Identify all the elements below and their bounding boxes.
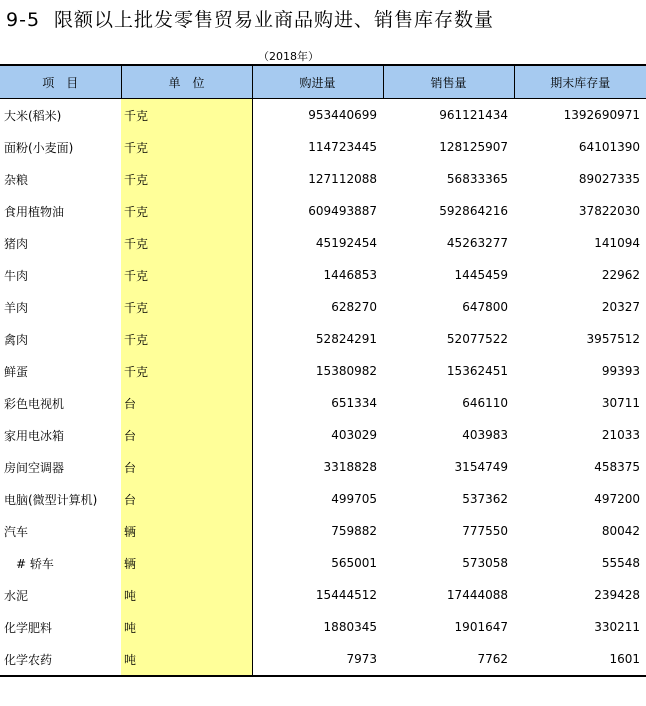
cell-inventory: 1601 bbox=[514, 643, 646, 676]
table-header bbox=[0, 65, 646, 99]
cell-unit: 吨 bbox=[121, 579, 252, 611]
table-title: 限额以上批发零售贸易业商品购进、销售库存数量 bbox=[54, 9, 495, 31]
cell-inventory: 141094 bbox=[594, 236, 640, 250]
cell-unit: 千克 bbox=[121, 131, 252, 163]
cell-item: 猪肉 bbox=[4, 236, 29, 251]
cell-inventory: 497200 bbox=[594, 492, 640, 506]
header-sales: 销售量 bbox=[383, 65, 514, 99]
header-purchase: 购进量 bbox=[252, 65, 383, 99]
cell-purchase: 7973 bbox=[252, 643, 383, 676]
cell-item: 杂粮 bbox=[4, 172, 29, 187]
cell-unit: 千克 bbox=[121, 163, 252, 195]
cell-sales: 45263277 bbox=[446, 236, 508, 250]
cell-purchase: 52824291 bbox=[315, 332, 377, 346]
cell-purchase: 651334 bbox=[331, 396, 377, 410]
cell-sales: 537362 bbox=[462, 492, 508, 506]
cell-inventory: 37822030 bbox=[578, 204, 640, 218]
cell-unit: 台 bbox=[121, 483, 252, 515]
cell-unit: 辆 bbox=[121, 547, 252, 579]
cell-sales: 777550 bbox=[462, 524, 508, 538]
cell-purchase: 114723445 bbox=[308, 140, 377, 154]
cell-unit: 千克 bbox=[121, 355, 252, 387]
cell-sales: 52077522 bbox=[446, 332, 508, 346]
cell-item: 房间空调器 bbox=[4, 460, 65, 475]
table-row bbox=[0, 163, 646, 195]
cell-sales: 647800 bbox=[462, 300, 508, 314]
cell-unit: 千克 bbox=[121, 227, 252, 259]
cell-inventory: 89027335 bbox=[578, 172, 640, 186]
cell-unit: 千克 bbox=[121, 195, 252, 227]
cell-item: 牛肉 bbox=[4, 268, 29, 283]
cell-sales: 3154749 bbox=[454, 460, 508, 474]
cell-sales: 15362451 bbox=[446, 364, 508, 378]
cell-item: 水泥 bbox=[4, 588, 29, 603]
cell-item: # 轿车 bbox=[4, 556, 54, 571]
cell-purchase: 15380982 bbox=[315, 364, 377, 378]
table-row bbox=[0, 387, 646, 419]
cell-sales: 592864216 bbox=[439, 204, 508, 218]
table-row bbox=[0, 131, 646, 163]
cell-inventory: 239428 bbox=[594, 588, 640, 602]
table-row bbox=[0, 611, 646, 643]
cell-item: 家用电冰箱 bbox=[4, 428, 65, 443]
cell-item: 面粉(小麦面) bbox=[4, 140, 74, 155]
cell-inventory: 64101390 bbox=[578, 140, 640, 154]
header-unit: 单 位 bbox=[121, 65, 252, 99]
cell-sales: 573058 bbox=[462, 556, 508, 570]
cell-inventory: 99393 bbox=[601, 364, 640, 378]
table-row bbox=[0, 579, 646, 611]
year-note: （2018年） bbox=[258, 50, 319, 63]
cell-item: 鲜蛋 bbox=[4, 364, 29, 379]
cell-purchase: 565001 bbox=[331, 556, 377, 570]
cell-purchase: 759882 bbox=[331, 524, 377, 538]
cell-item: 电脑(微型计算机) bbox=[4, 492, 98, 507]
table-row bbox=[0, 643, 646, 676]
cell-purchase: 1446853 bbox=[323, 268, 377, 282]
cell-unit: 台 bbox=[121, 387, 252, 419]
table-row bbox=[0, 355, 646, 387]
cell-unit: 吨 bbox=[121, 643, 252, 676]
cell-inventory: 22962 bbox=[601, 268, 640, 282]
cell-item: 食用植物油 bbox=[4, 204, 65, 219]
cell-unit: 千克 bbox=[121, 291, 252, 323]
table-row bbox=[0, 515, 646, 547]
cell-sales: 1901647 bbox=[454, 620, 508, 634]
cell-item: 化学农药 bbox=[0, 643, 121, 676]
cell-unit: 吨 bbox=[121, 611, 252, 643]
page-title bbox=[6, 5, 494, 32]
cell-item: 禽肉 bbox=[4, 332, 29, 347]
header-inventory: 期末库存量 bbox=[514, 65, 646, 99]
table-row bbox=[0, 547, 646, 579]
table-row bbox=[0, 483, 646, 515]
table-row bbox=[0, 451, 646, 483]
cell-sales: 17444088 bbox=[446, 588, 508, 602]
cell-sales: 128125907 bbox=[439, 140, 508, 154]
cell-inventory: 20327 bbox=[601, 300, 640, 314]
cell-item: 彩色电视机 bbox=[4, 396, 65, 411]
cell-item: 大米(稻米) bbox=[4, 108, 62, 123]
cell-purchase: 15444512 bbox=[315, 588, 377, 602]
cell-unit: 台 bbox=[121, 419, 252, 451]
cell-sales: 1445459 bbox=[454, 268, 508, 282]
table-row bbox=[0, 323, 646, 355]
cell-inventory: 1392690971 bbox=[563, 108, 640, 122]
commodity-table bbox=[0, 64, 646, 677]
table-row bbox=[0, 227, 646, 259]
cell-inventory: 80042 bbox=[601, 524, 640, 538]
cell-purchase: 1880345 bbox=[323, 620, 377, 634]
cell-unit: 千克 bbox=[121, 323, 252, 355]
header-row bbox=[0, 65, 646, 99]
cell-inventory: 30711 bbox=[601, 396, 640, 410]
cell-inventory: 55548 bbox=[601, 556, 640, 570]
cell-inventory: 3957512 bbox=[586, 332, 640, 346]
cell-sales: 403983 bbox=[462, 428, 508, 442]
cell-sales: 56833365 bbox=[446, 172, 508, 186]
cell-unit: 千克 bbox=[121, 259, 252, 291]
cell-sales: 7762 bbox=[383, 643, 514, 676]
cell-sales: 646110 bbox=[462, 396, 508, 410]
table-row bbox=[0, 99, 646, 132]
cell-unit: 台 bbox=[121, 451, 252, 483]
table-row bbox=[0, 195, 646, 227]
cell-unit: 千克 bbox=[121, 99, 252, 132]
cell-purchase: 403029 bbox=[331, 428, 377, 442]
table-row bbox=[0, 259, 646, 291]
cell-sales: 961121434 bbox=[439, 108, 508, 122]
cell-item: 汽车 bbox=[4, 524, 29, 539]
cell-purchase: 127112088 bbox=[308, 172, 377, 186]
cell-inventory: 21033 bbox=[601, 428, 640, 442]
cell-purchase: 953440699 bbox=[308, 108, 377, 122]
table-body bbox=[0, 99, 646, 677]
cell-purchase: 628270 bbox=[331, 300, 377, 314]
cell-purchase: 609493887 bbox=[308, 204, 377, 218]
table-row bbox=[0, 419, 646, 451]
cell-inventory: 330211 bbox=[594, 620, 640, 634]
cell-purchase: 3318828 bbox=[323, 460, 377, 474]
table-number: 9-5 bbox=[6, 9, 41, 31]
cell-item: 化学肥料 bbox=[4, 620, 53, 635]
cell-unit: 辆 bbox=[121, 515, 252, 547]
table-row bbox=[0, 291, 646, 323]
cell-purchase: 45192454 bbox=[315, 236, 377, 250]
cell-item: 羊肉 bbox=[4, 300, 29, 315]
header-item: 项 目 bbox=[0, 65, 121, 99]
cell-purchase: 499705 bbox=[331, 492, 377, 506]
cell-inventory: 458375 bbox=[594, 460, 640, 474]
